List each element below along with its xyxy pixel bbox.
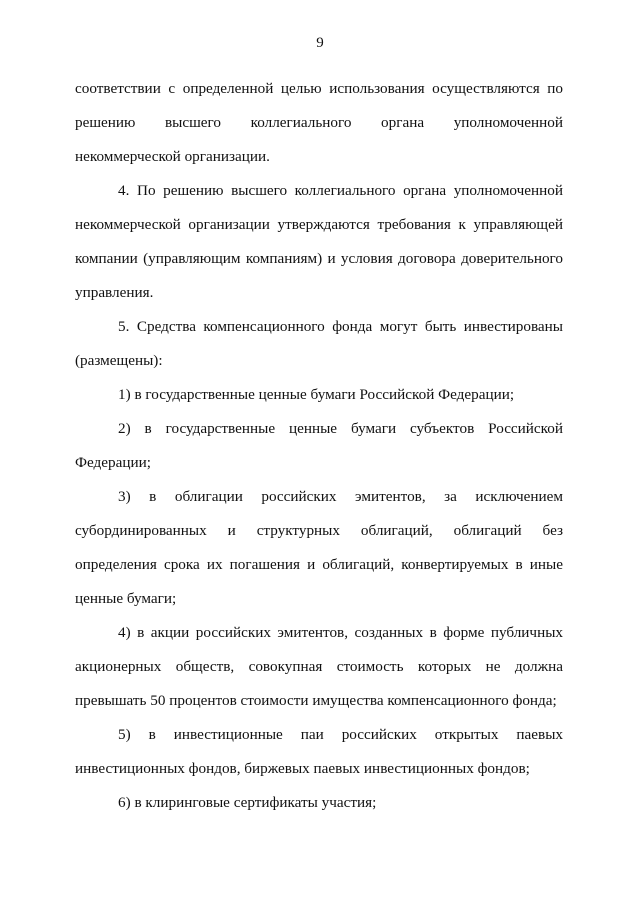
list-item-3: 3) в облигации российских эмитентов, за исключением субординированных и структурных облигаций, облигаций без определения срока их погашения и облигаций, конвертируемых в иные ценные бумаги; (75, 488, 563, 607)
list-item-4: 4) в акции российских эмитентов, созданных в форме публичных акционерных обществ, совокупная стоимость которых не должна превышать 50 процентов стоимости имущества компенсационного фонда; (75, 624, 563, 709)
document-body (75, 72, 563, 820)
paragraph-continuation: соответствии с определенной целью использования осуществляются по решению высшего коллегиального органа уполномоченной некоммерческой организации. (75, 80, 563, 165)
list-item-6: 6) в клиринговые сертификаты участия; (118, 794, 377, 811)
paragraph-item-5: 5. Средства компенсационного фонда могут быть инвестированы (размещены): (75, 318, 563, 369)
list-item-1: 1) в государственные ценные бумаги Российской Федерации; (118, 386, 515, 403)
page-number: 9 (316, 35, 324, 51)
list-item-5: 5) в инвестиционные паи российских открытых паевых инвестиционных фондов, биржевых паевых инвестиционных фондов; (75, 726, 563, 777)
list-item-2: 2) в государственные ценные бумаги субъектов Российской Федерации; (75, 420, 563, 471)
paragraph-item-4: 4. По решению высшего коллегиального органа уполномоченной некоммерческой организации утверждаются требования к управляющей компании (управляющим компаниям) и условия договора доверительного управления. (75, 182, 563, 301)
